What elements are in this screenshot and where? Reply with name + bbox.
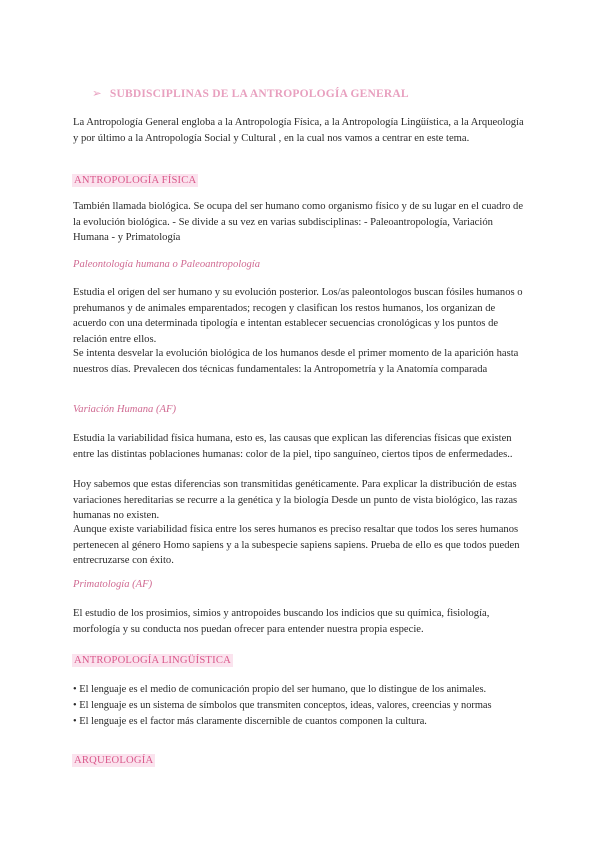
variacion-paragraph: Estudia la variabilidad física humana, esto es, las causas que explican las diferencias físicas que existen entre las distintas poblaciones humanas: color de la piel, tipo sanguíneo, ciertos tipos de enfermedades.. (73, 433, 513, 460)
variacion-paragraph-2: Hoy sabemos que estas diferencias son transmitidas genéticamente. Para explicar la distribución de estas variaciones hereditarias se recurre a la genética y la biología Desde un punto de vista biológico, las razas humanas no existen. (73, 479, 518, 521)
linguistica-bullet-list (73, 682, 533, 730)
paleo-paragraph: Estudia el origen del ser humano y su evolución posterior. Los/as paleontologos buscan fósiles humanos o prehumanos y de animales emparentados; recogen y clasifican los restos humanos, los organizan de acuerdo con una determinada tipología e intentan establecer secuencias cronológicas y los puntos de relación entre ellos. (73, 287, 523, 345)
list-item: • El lenguaje es un sistema de símbolos que transmiten conceptos, ideas, valores, creencias y normas (73, 698, 533, 714)
heading-arqueologia: ARQUEOLOGÍA (74, 755, 154, 766)
heading-antropologia-linguistica: ANTROPOLOGÍA LINGÜÍSTICA (74, 655, 231, 666)
heading-primatologia: Primatología (AF) (73, 579, 153, 590)
heading-paleoantropologia: Paleontología humana o Paleoantropología (73, 259, 261, 270)
list-item: • El lenguaje es el factor más claramente discernible de cuantos componen la cultura. (73, 714, 533, 730)
heading-variacion-humana: Variación Humana (AF) (73, 404, 176, 415)
fisica-paragraph: También llamada biológica. Se ocupa del ser humano como organismo físico y de su lugar en el cuadro de la evolución biológica. - Se divide a su vez en varias subdisciplinas: - Paleoantropología, Variación Humana - y Primatología (73, 201, 524, 243)
main-heading (92, 86, 409, 100)
list-item: • El lenguaje es el medio de comunicación propio del ser humano, que lo distingue de los animales. (73, 682, 533, 698)
arrow-bullet-icon: ➢ (92, 88, 102, 100)
intro-paragraph: La Antropología General engloba a la Antropología Física, a la Antropología Lingüística, a la Arqueología y por último a la Antropología Social y Cultural , en la cual nos vamos a centrar en este tema. (73, 117, 524, 144)
variacion-paragraph-3: Aunque existe variabilidad física entre los seres humanos es preciso resaltar que todos los seres humanos pertenecen al género Homo sapiens y a la subespecie sapiens sapiens. Prueba de ello es que todos pueden entrecruzarse con éxito. (73, 524, 520, 566)
paleo-paragraph-2: Se intenta desvelar la evolución biológica de los humanos desde el primer momento de la aparición hasta nuestros días. Prevalecen dos técnicas fundamentales: la Antropometría y la Anatomía comparada (73, 348, 519, 375)
heading-antropologia-fisica: ANTROPOLOGÍA FÍSICA (74, 175, 197, 186)
primatologia-paragraph: El estudio de los prosimios, simios y antropoides buscando los indicios que su química, fisiología, morfología y su conducta nos puedan ofrecer para entender nuestra propia especie. (73, 608, 490, 635)
main-heading-text: SUBDISCIPLINAS DE LA ANTROPOLOGÍA GENERAL (109, 88, 409, 100)
